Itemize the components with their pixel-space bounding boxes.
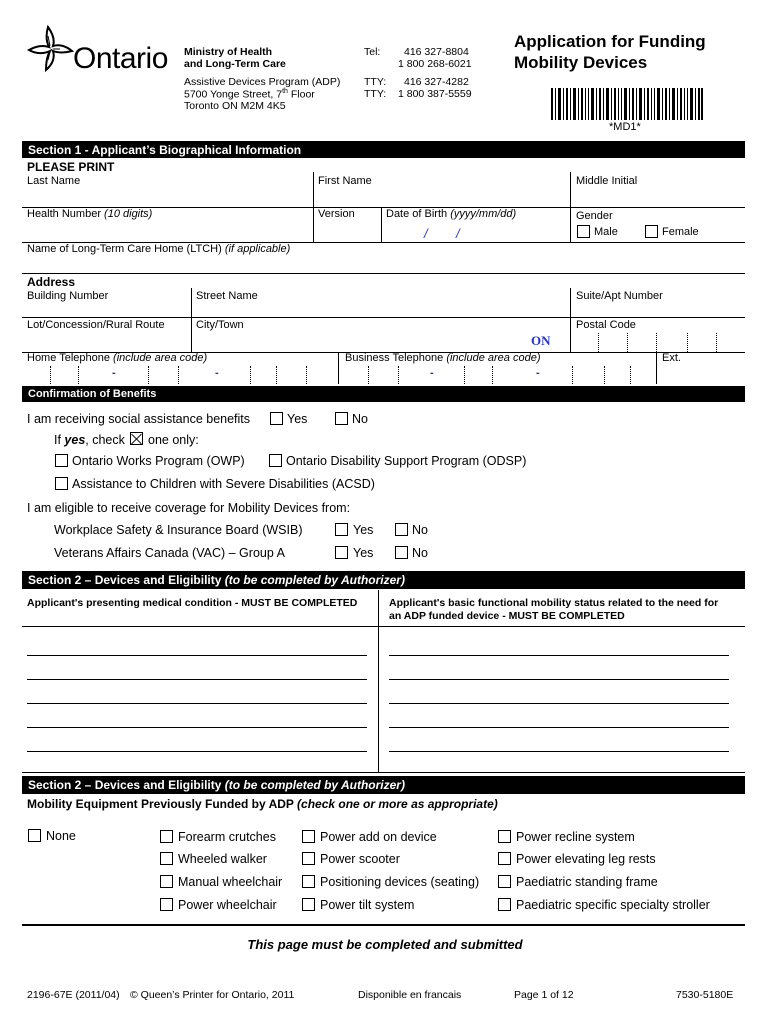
home-phone-dash-2: - — [215, 367, 219, 379]
wsib-label: Workplace Safety & Insurance Board (WSIB) — [54, 523, 303, 537]
wsib-no-checkbox[interactable] — [395, 523, 408, 536]
health-number-hint: (10 digits) — [104, 208, 153, 220]
middle-initial-label: Middle Initial — [576, 175, 638, 187]
section2-title-hint: (to be completed by Authorizer) — [224, 573, 405, 587]
program-name: Assistive Devices Program (ADP) — [184, 76, 341, 88]
section1-header: Section 1 - Applicant’s Biographical Information — [22, 141, 745, 158]
postal-code-label: Postal Code — [576, 319, 636, 331]
section2b-header — [22, 776, 745, 794]
dob-separator-2: / — [456, 226, 460, 241]
ext-field[interactable] — [656, 366, 745, 384]
dob-hint: (yyyy/mm/dd) — [450, 208, 517, 220]
social-assistance-question: I am receiving social assistance benefits — [27, 412, 251, 426]
dob-field[interactable] — [381, 208, 570, 242]
social-assistance-yes-label: Yes — [287, 412, 308, 426]
standing-frame-checkbox[interactable] — [498, 875, 511, 888]
form-title-line1: Application for Funding — [514, 32, 706, 51]
social-assistance-no-checkbox[interactable] — [335, 412, 348, 425]
power-recline-label: Power recline system — [516, 830, 635, 844]
vac-label: Veterans Affairs Canada (VAC) – Group A — [54, 546, 285, 560]
medical-condition-header: Applicant's presenting medical condition - MUST BE COMPLETED — [27, 597, 358, 609]
specialty-stroller-label: Paediatric specific specialty stroller — [516, 898, 710, 912]
positioning-devices-checkbox[interactable] — [302, 875, 315, 888]
last-name-field[interactable] — [22, 172, 313, 207]
tel-label: Tel: — [364, 46, 381, 58]
french-availability: Disponible en francais — [358, 989, 462, 1001]
city-town-field[interactable] — [191, 318, 570, 352]
previously-funded-text: Mobility Equipment Previously Funded by ADP — [27, 797, 298, 811]
section2-header — [22, 571, 745, 589]
if-yes-emphasis: yes — [64, 433, 86, 447]
tel-number-2: 1 800 268-6021 — [398, 58, 472, 70]
business-phone-text: Business Telephone — [345, 352, 447, 364]
home-phone-field[interactable] — [22, 366, 338, 384]
vac-no-label: No — [412, 546, 428, 560]
first-name-field[interactable] — [313, 172, 570, 207]
business-phone-label — [345, 352, 541, 364]
ltch-text: Name of Long-Term Care Home (LTCH) — [27, 243, 225, 255]
middle-initial-field[interactable] — [570, 172, 745, 207]
manual-wheelchair-checkbox[interactable] — [160, 875, 173, 888]
health-number-text: Health Number — [27, 208, 105, 220]
if-yes-instruction — [54, 433, 125, 447]
medical-condition-field[interactable] — [22, 628, 374, 752]
version-field[interactable] — [313, 208, 381, 242]
program-city: Toronto ON M2M 4K5 — [184, 100, 286, 112]
lot-concession-field[interactable] — [22, 318, 191, 352]
wheeled-walker-checkbox[interactable] — [160, 852, 173, 865]
power-recline-checkbox[interactable] — [498, 830, 511, 843]
ltch-hint: (if applicable) — [224, 243, 291, 255]
tel-number-1: 416 327-8804 — [404, 46, 469, 58]
program-address-street: 5700 Yonge Street, 7 — [184, 88, 283, 101]
acsd-checkbox[interactable] — [55, 477, 68, 490]
section2-title: Section 2 – Devices and Eligibility — [28, 573, 225, 587]
functional-status-header-line1: Applicant's basic functional mobility status related to the need for — [389, 597, 719, 609]
home-phone-dash-1: - — [112, 367, 116, 379]
female-checkbox[interactable] — [645, 225, 658, 238]
manual-wheelchair-label: Manual wheelchair — [178, 875, 283, 889]
please-print-label: PLEASE PRINT — [27, 160, 115, 174]
wsib-no-label: No — [412, 523, 428, 537]
form-title-line2: Mobility Devices — [514, 53, 648, 72]
dob-text: Date of Birth — [386, 208, 451, 220]
if-yes-mid: , check — [85, 433, 125, 447]
version-label: Version — [318, 208, 355, 220]
gender-label: Gender — [576, 210, 613, 222]
eligible-question: I am eligible to receive coverage for Mobility Devices from: — [27, 501, 351, 515]
stock-number: 7530-5180E — [676, 989, 734, 1001]
power-add-on-checkbox[interactable] — [302, 830, 315, 843]
power-wheelchair-checkbox[interactable] — [160, 898, 173, 911]
previously-funded-hint: (check one or more as appropriate) — [297, 797, 498, 811]
specialty-stroller-checkbox[interactable] — [498, 898, 511, 911]
forearm-crutches-label: Forearm crutches — [178, 830, 276, 844]
vac-yes-label: Yes — [353, 546, 374, 560]
social-assistance-yes-checkbox[interactable] — [270, 412, 283, 425]
section2b-title-hint: (to be completed by Authorizer) — [224, 778, 405, 792]
power-scooter-checkbox[interactable] — [302, 852, 315, 865]
home-phone-hint: (include area code) — [113, 352, 208, 364]
tty-number-2: 1 800 387-5559 — [398, 88, 472, 100]
tty-label-1: TTY: — [364, 76, 387, 88]
female-label: Female — [662, 226, 699, 238]
building-number-field[interactable] — [22, 288, 191, 317]
ltch-field[interactable] — [22, 243, 745, 273]
acsd-label: Assistance to Children with Severe Disabilities (ACSD) — [72, 477, 375, 491]
street-name-label: Street Name — [196, 290, 258, 302]
address-heading: Address — [27, 275, 76, 289]
if-yes-pre: If — [54, 433, 65, 447]
benefits-header: Confirmation of Benefits — [22, 386, 745, 402]
odsp-checkbox[interactable] — [269, 454, 282, 467]
business-phone-dash-2: - — [536, 367, 540, 379]
checked-box-example-icon — [130, 432, 143, 445]
city-town-label: City/Town — [196, 319, 244, 331]
program-address-floor-suffix: th — [282, 88, 288, 95]
home-phone-label — [27, 352, 207, 364]
previously-funded-heading — [27, 797, 498, 811]
power-wheelchair-label: Power wheelchair — [178, 898, 277, 912]
home-phone-text: Home Telephone — [27, 352, 114, 364]
power-leg-rests-label: Power elevating leg rests — [516, 852, 656, 866]
vac-yes-checkbox[interactable] — [335, 546, 348, 559]
section2b-title: Section 2 – Devices and Eligibility — [28, 778, 225, 792]
suite-apt-label: Suite/Apt Number — [576, 290, 663, 302]
male-label: Male — [594, 226, 618, 238]
owp-label: Ontario Works Program (OWP) — [72, 454, 245, 468]
power-leg-rests-checkbox[interactable] — [498, 852, 511, 865]
wsib-yes-label: Yes — [353, 523, 374, 537]
form-number: 2196-67E (2011/04) — [27, 989, 120, 1001]
functional-status-header-line2: an ADP funded device - MUST BE COMPLETED — [389, 610, 625, 622]
barcode-text: *MD1* — [609, 121, 641, 133]
power-scooter-label: Power scooter — [320, 852, 400, 866]
functional-status-field[interactable] — [384, 628, 736, 752]
power-tilt-label: Power tilt system — [320, 898, 415, 912]
program-address-floor: Floor — [287, 88, 315, 101]
barcode-bars — [551, 88, 703, 120]
street-name-field[interactable] — [191, 288, 570, 317]
wheeled-walker-label: Wheeled walker — [178, 852, 267, 866]
page-number: Page 1 of 12 — [514, 989, 574, 1001]
must-complete-notice: This page must be completed and submitted — [247, 937, 523, 952]
ministry-name-line2: and Long-Term Care — [184, 58, 286, 70]
province-value: ON — [531, 333, 551, 348]
tty-number-1: 416 327-4282 — [404, 76, 469, 88]
health-number-field[interactable] — [22, 208, 313, 242]
odsp-label: Ontario Disability Support Program (ODSP) — [286, 454, 527, 468]
last-name-label: Last Name — [27, 175, 81, 187]
standing-frame-label: Paediatric standing frame — [516, 875, 658, 889]
ontario-logo — [26, 24, 171, 74]
business-phone-hint: (include area code) — [446, 352, 541, 364]
male-checkbox[interactable] — [577, 225, 590, 238]
vac-no-checkbox[interactable] — [395, 546, 408, 559]
forearm-crutches-checkbox[interactable] — [160, 830, 173, 843]
building-number-label: Building Number — [27, 290, 109, 302]
dob-separator-1: / — [424, 226, 428, 241]
trillium-icon — [26, 24, 74, 72]
ministry-name-line1: Ministry of Health — [184, 46, 273, 58]
copyright: © Queen’s Printer for Ontario, 2011 — [130, 989, 295, 1001]
lot-concession-label: Lot/Concession/Rural Route — [27, 319, 165, 331]
power-add-on-label: Power add on device — [320, 830, 437, 844]
first-name-label: First Name — [318, 175, 372, 187]
tty-label-2: TTY: — [364, 88, 387, 100]
barcode — [551, 88, 703, 120]
wsib-yes-checkbox[interactable] — [335, 523, 348, 536]
positioning-devices-label: Positioning devices (seating) — [320, 875, 480, 889]
business-phone-dash-1: - — [430, 367, 434, 379]
ext-label: Ext. — [662, 352, 681, 364]
suite-apt-field[interactable] — [570, 288, 745, 317]
program-address — [184, 88, 315, 101]
owp-checkbox[interactable] — [55, 454, 68, 467]
business-phone-field[interactable] — [338, 366, 656, 384]
none-checkbox[interactable] — [28, 829, 41, 842]
if-yes-post: one only: — [148, 433, 199, 447]
none-label: None — [46, 829, 76, 843]
logo-wordmark: Ontario — [73, 42, 168, 75]
postal-code-field[interactable] — [570, 333, 745, 352]
power-tilt-checkbox[interactable] — [302, 898, 315, 911]
social-assistance-no-label: No — [352, 412, 368, 426]
